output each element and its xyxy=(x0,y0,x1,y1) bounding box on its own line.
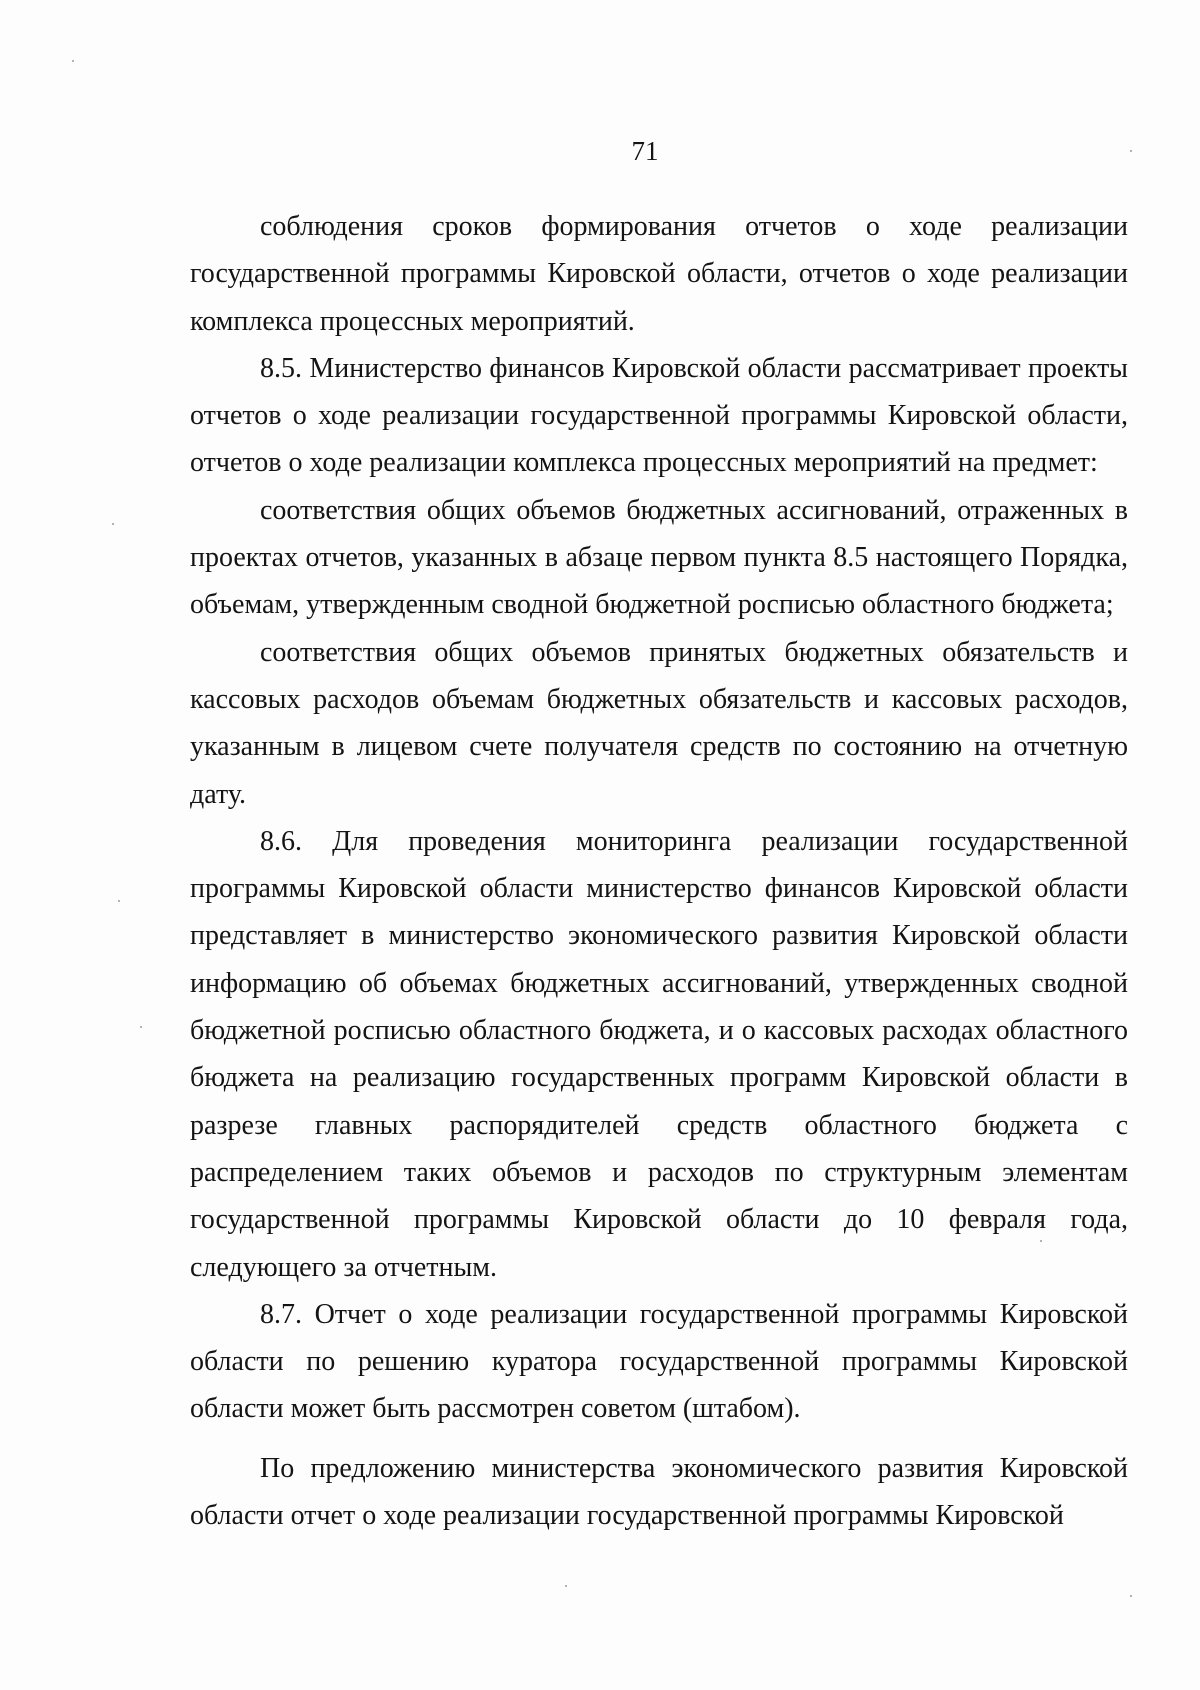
scan-speck xyxy=(112,523,114,525)
paragraph-proposal: По предложению министерства экономического развития Кировской области отчет о ходе реализации государственной программы Кировской xyxy=(190,1452,1128,1532)
scan-speck xyxy=(140,1026,142,1028)
paragraph-8-6: 8.6. Для проведения мониторинга реализации государственной программы Кировской области министерство финансов Кировской области представляет в министерство экономического развития Кировской области информацию об объемах бюджетных ассигнований, утвержденных сводной бюджетной росписью областного бюджета, и о кассовых расходах областного бюджета на реализацию государственных программ Кировской области в разрезе главных распорядителей средств областного бюджета с распределением таких объемов и расходов по структурным элементам государственной программы Кировской области до 10 февраля года, следующего за отчетным. xyxy=(190,825,1128,1283)
paragraph-8-7: 8.7. Отчет о ходе реализации государственной программы Кировской области по решению куратора государственной программы Кировской области может быть рассмотрен советом (штабом). xyxy=(190,1298,1128,1425)
scan-speck xyxy=(1040,1240,1042,1242)
paragraph-8-5: 8.5. Министерство финансов Кировской области рассматривает проекты отчетов о ходе реализации государственной программы Кировской области, отчетов о ходе реализации комплекса процессных мероприятий на предмет: xyxy=(190,352,1128,479)
scan-speck xyxy=(1130,1595,1132,1597)
document-body xyxy=(190,203,1128,1539)
scan-speck xyxy=(565,1585,567,1587)
scan-speck xyxy=(72,60,74,62)
paragraph-8-5-item-1: соответствия общих объемов бюджетных ассигнований, отраженных в проектах отчетов, указанных в абзаце первом пункта 8.5 настоящего Порядка, объемам, утвержденным сводной бюджетной росписью областного бюджета; xyxy=(190,494,1128,621)
scan-speck xyxy=(1130,150,1132,152)
paragraph-8-5-item-2: соответствия общих объемов принятых бюджетных обязательств и кассовых расходов объемам бюджетных обязательств и кассовых расходов, указанным в лицевом счете получателя средств по состоянию на отчетную дату. xyxy=(190,636,1128,810)
paragraph-1: соблюдения сроков формирования отчетов о ходе реализации государственной программы Кировской области, отчетов о ходе реализации комплекса процессных мероприятий. xyxy=(190,211,1128,337)
scan-speck xyxy=(118,900,120,902)
page-number: 71 xyxy=(631,136,659,166)
